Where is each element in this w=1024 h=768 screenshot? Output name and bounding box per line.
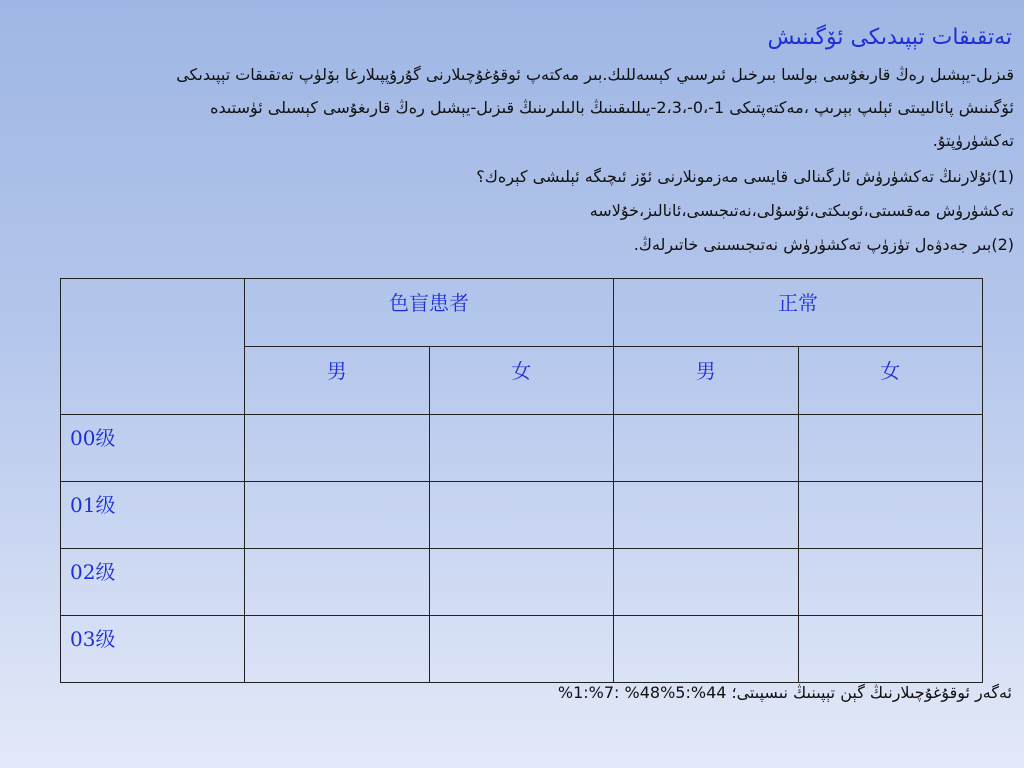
survey-table bbox=[60, 278, 983, 683]
row-label: 03级 bbox=[61, 616, 245, 683]
page-title: تەتقىقات تېپىدىكى ئۆگىنىش bbox=[767, 25, 1012, 50]
table-row bbox=[61, 549, 983, 616]
table-row bbox=[61, 482, 983, 549]
table-corner-cell bbox=[61, 279, 245, 415]
table-cell bbox=[245, 549, 430, 616]
answer-1: تەكشۈرۈش مەقسىتى،ئوبىكتى،ئۇسۇلى،نەتىجىسى،ئانالىز،خۇلاسە bbox=[589, 201, 1014, 220]
table-cell bbox=[429, 482, 614, 549]
table-cell bbox=[614, 616, 799, 683]
table-cell bbox=[798, 415, 983, 482]
subheader-male: 男 bbox=[614, 347, 799, 415]
table-cell bbox=[245, 616, 430, 683]
table-cell bbox=[429, 549, 614, 616]
subheader-female: 女 bbox=[429, 347, 614, 415]
table-cell bbox=[429, 415, 614, 482]
table-cell bbox=[798, 616, 983, 683]
subheader-male: 男 bbox=[245, 347, 430, 415]
table-row bbox=[61, 616, 983, 683]
table-cell bbox=[614, 549, 799, 616]
table-cell bbox=[614, 482, 799, 549]
table-cell bbox=[798, 549, 983, 616]
table-cell bbox=[429, 616, 614, 683]
table-cell bbox=[614, 415, 799, 482]
question-1: (1)ئۇلارنىڭ تەكشۈرۈش ئارگىنالى قايسى مەزمونلارنى ئۆز ئىچىگە ئېلىشى كېرەك؟ bbox=[476, 167, 1014, 186]
subheader-female: 女 bbox=[798, 347, 983, 415]
intro-line: ئۆگىنىش پائالىيىتى ئېلىپ بېرىپ ،مەكتەپتىكى 1-،0-،2،3-يىللىقىنىڭ بالىلىرىنىڭ قىزىل-يېشىل رەڭ قارىغۇسى كېسىلى ئۈستىدە bbox=[210, 98, 1014, 117]
intro-line: قىزىل-يېشىل رەڭ قارىغۇسى بولسا بىرخىل ئىرسىي كېسەللىك.بىر مەكتەپ ئوقۇغۇچىلارنى گۇرۇپپىلارغا بۆلۈپ تەتقىقات تېپىدىكى bbox=[176, 65, 1014, 84]
group-header-colorblind: 色盲患者 bbox=[245, 279, 614, 347]
question-2: (2)بىر جەدۋەل تۈزۈپ تەكشۈرۈش نەتىجىسىنى خاتىرلەڭ. bbox=[633, 235, 1014, 254]
table-cell bbox=[245, 482, 430, 549]
row-label: 00级 bbox=[61, 415, 245, 482]
group-header-normal: 正常 bbox=[614, 279, 983, 347]
row-label: 01级 bbox=[61, 482, 245, 549]
table-cell bbox=[798, 482, 983, 549]
row-label: 02级 bbox=[61, 549, 245, 616]
intro-line: تەكشۈرۈپتۇ. bbox=[932, 131, 1014, 150]
gene-ratio-footer: ئەگەر ئوقۇغۇچىلارنىڭ گېن تېپىنىڭ نىسپىتى؛ 44%:5%48% :7%:1% bbox=[557, 683, 1012, 702]
table-cell bbox=[245, 415, 430, 482]
table-row bbox=[61, 415, 983, 482]
intro-paragraph bbox=[10, 58, 1014, 157]
table-header-row bbox=[61, 279, 983, 347]
